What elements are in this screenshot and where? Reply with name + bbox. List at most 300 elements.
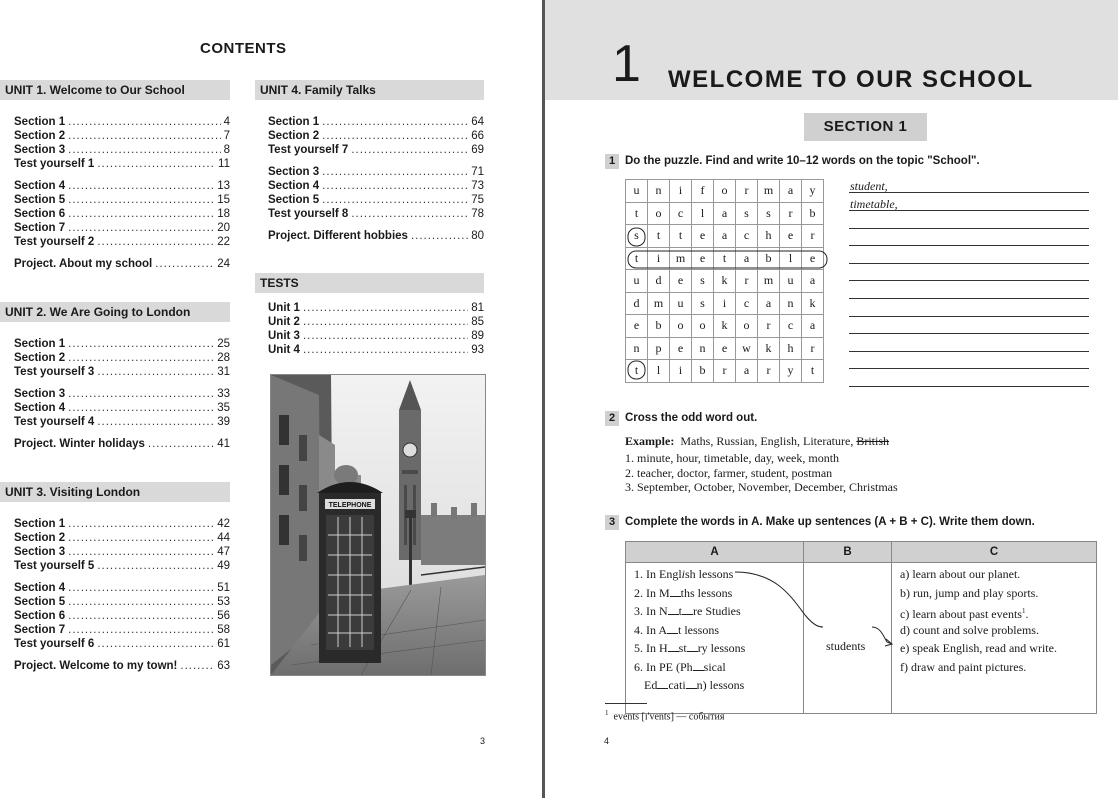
toc-entry[interactable]: [14, 401, 230, 415]
toc-entry[interactable]: [14, 581, 230, 595]
item-text: Ed: [644, 678, 658, 692]
toc-entry[interactable]: [14, 387, 230, 401]
toc-leader-dots: [68, 221, 214, 235]
toc-entry-label: Section 3: [14, 388, 66, 400]
toc-leader-dots: [68, 581, 214, 595]
column-a-item: [626, 676, 803, 695]
toc-entry[interactable]: [14, 193, 230, 207]
puzzle-cell[interactable]: c: [736, 225, 758, 248]
exercise-2-item: 1. minute, hour, timetable, day, week, month: [625, 451, 840, 465]
item-period: .: [1025, 607, 1029, 621]
item-text: st: [678, 641, 687, 655]
column-c-item: [892, 584, 1096, 603]
puzzle-cell[interactable]: t: [714, 247, 736, 270]
left-page-number: 3: [480, 736, 486, 746]
puzzle-cell[interactable]: w: [736, 337, 758, 360]
toc-entry-label: Section 4: [14, 402, 66, 414]
toc-leader-dots: [68, 609, 214, 623]
contents-title: CONTENTS: [200, 40, 287, 57]
chapter-title: WELCOME TO OUR SCHOOL: [668, 66, 1034, 93]
toc-entry-page: 47: [217, 546, 230, 558]
puzzle-cell[interactable]: s: [692, 270, 714, 293]
toc-entry[interactable]: [14, 221, 230, 235]
puzzle-cell[interactable]: r: [758, 315, 780, 338]
puzzle-cell[interactable]: d: [648, 270, 670, 293]
toc-leader-dots: [411, 229, 468, 243]
toc-entry-page: 22: [217, 236, 230, 248]
puzzle-cell[interactable]: o: [648, 202, 670, 225]
puzzle-cell[interactable]: t: [648, 225, 670, 248]
footnote-text: events [ɪ'vents] — события: [613, 711, 725, 723]
toc-entry-page: 61: [217, 638, 230, 650]
puzzle-cell[interactable]: h: [758, 225, 780, 248]
puzzle-cell[interactable]: u: [780, 270, 802, 293]
puzzle-cell[interactable]: e: [626, 315, 648, 338]
toc-entry-label: Section 3: [14, 144, 66, 156]
puzzle-cell[interactable]: p: [648, 337, 670, 360]
puzzle-cell[interactable]: e: [670, 337, 692, 360]
unit-heading: UNIT 4. Family Talks: [255, 80, 484, 100]
puzzle-cell[interactable]: f: [692, 180, 714, 203]
item-text: e) speak English, read and write.: [900, 641, 1057, 655]
toc-entry-label: Test yourself 6: [14, 638, 95, 650]
toc-leader-dots: [303, 343, 468, 357]
toc-entry-page: 42: [217, 518, 230, 530]
answer-line[interactable]: [849, 263, 1089, 264]
toc-entry[interactable]: [268, 315, 484, 329]
toc-entry[interactable]: [14, 659, 230, 673]
puzzle-cell[interactable]: s: [692, 292, 714, 315]
puzzle-cell[interactable]: d: [626, 292, 648, 315]
toc-entry[interactable]: [268, 165, 484, 179]
toc-entry-page: 31: [217, 366, 230, 378]
puzzle-cell[interactable]: e: [714, 337, 736, 360]
item-text: t: [678, 604, 683, 618]
puzzle-cell[interactable]: l: [692, 202, 714, 225]
blank-gap[interactable]: [682, 603, 693, 615]
item-text: 6. In PE (Ph: [634, 659, 693, 674]
toc-leader-dots: [68, 129, 220, 143]
toc-entry-label: Test yourself 8: [268, 208, 349, 220]
answer-line[interactable]: [849, 228, 1089, 229]
column-b-word: students: [826, 639, 866, 653]
puzzle-cell[interactable]: i: [714, 292, 736, 315]
toc-leader-dots: [68, 143, 220, 157]
puzzle-cell[interactable]: o: [736, 315, 758, 338]
answer-line[interactable]: [849, 386, 1089, 387]
toc-entry-page: 49: [217, 560, 230, 572]
puzzle-cell[interactable]: r: [780, 202, 802, 225]
puzzle-cell[interactable]: e: [780, 225, 802, 248]
puzzle-cell[interactable]: u: [670, 292, 692, 315]
exercise-2-instruction: Cross the odd word out.: [625, 412, 758, 424]
puzzle-cell[interactable]: r: [802, 337, 824, 360]
toc-entry[interactable]: [14, 531, 230, 545]
puzzle-cell[interactable]: m: [648, 292, 670, 315]
puzzle-cell[interactable]: s: [736, 202, 758, 225]
answer-line[interactable]: [849, 210, 1089, 211]
puzzle-cell[interactable]: b: [802, 202, 824, 225]
puzzle-cell[interactable]: t: [670, 225, 692, 248]
toc-entry[interactable]: [14, 157, 230, 171]
toc-entry-page: 58: [217, 624, 230, 636]
toc-entry[interactable]: [14, 609, 230, 623]
toc-entry-label: Section 1: [268, 116, 320, 128]
toc-entry-label: Section 3: [14, 546, 66, 558]
puzzle-cell[interactable]: r: [758, 360, 780, 383]
toc-entry[interactable]: [268, 129, 484, 143]
puzzle-cell[interactable]: b: [692, 360, 714, 383]
footnote-rule: [605, 703, 647, 704]
toc-entry-label: Test yourself 7: [268, 144, 349, 156]
puzzle-cell[interactable]: h: [780, 337, 802, 360]
puzzle-cell[interactable]: m: [758, 180, 780, 203]
answer-2: timetable,: [850, 197, 898, 211]
toc-entry-page: 80: [471, 230, 484, 242]
toc-leader-dots: [68, 517, 214, 531]
puzzle-cell[interactable]: k: [714, 270, 736, 293]
toc-entry-page: 63: [217, 660, 230, 672]
answer-1: student,: [850, 179, 888, 193]
toc-entry-page: 56: [217, 610, 230, 622]
exercise-3-number: 3: [605, 515, 619, 530]
toc-entry-page: 20: [217, 222, 230, 234]
toc-entry[interactable]: [14, 257, 230, 271]
toc-entry-label: Project. Winter holidays: [14, 438, 145, 450]
toc-entry-label: Section 1: [14, 518, 66, 530]
toc-leader-dots: [180, 659, 214, 673]
toc-entry-page: 11: [218, 158, 230, 170]
exercise-2-example: [625, 434, 889, 449]
puzzle-cell[interactable]: i: [670, 180, 692, 203]
toc-entry-page: 71: [471, 166, 484, 178]
toc-entry-page: 73: [471, 180, 484, 192]
toc-leader-dots: [351, 143, 468, 157]
toc-entry-label: Unit 3: [268, 330, 300, 342]
answer-line[interactable]: [849, 333, 1089, 334]
puzzle-cell[interactable]: k: [714, 315, 736, 338]
toc-leader-dots: [351, 207, 468, 221]
puzzle-cell[interactable]: i: [670, 360, 692, 383]
toc-leader-dots: [68, 351, 214, 365]
toc-entry[interactable]: [268, 193, 484, 207]
toc-leader-dots: [97, 415, 214, 429]
column-c-item: [892, 602, 1096, 621]
matching-connector-lines: [735, 565, 900, 655]
toc-entry[interactable]: [14, 337, 230, 351]
item-text: cati: [668, 678, 686, 692]
toc-entry[interactable]: [268, 329, 484, 343]
toc-leader-dots: [322, 129, 468, 143]
toc-entry[interactable]: [14, 559, 230, 573]
toc-leader-dots: [68, 545, 214, 559]
toc-entry[interactable]: [14, 415, 230, 429]
item-text: a) learn about our planet.: [900, 567, 1021, 581]
column-c-item: [892, 565, 1096, 584]
puzzle-cell[interactable]: b: [648, 315, 670, 338]
phone-box-sign: TELEPHONE: [328, 502, 372, 509]
toc-entry-label: Section 5: [268, 194, 320, 206]
toc-entry-label: Section 4: [14, 582, 66, 594]
toc-entry-page: 18: [217, 208, 230, 220]
column-c: [892, 563, 1097, 714]
toc-leader-dots: [97, 235, 214, 249]
toc-entry[interactable]: [14, 545, 230, 559]
puzzle-cell[interactable]: o: [692, 315, 714, 338]
blank-gap[interactable]: [668, 640, 679, 652]
toc-entry[interactable]: [268, 343, 484, 357]
puzzle-cell[interactable]: r: [736, 270, 758, 293]
item-text: 3. In N: [634, 604, 668, 618]
toc-entry-page: 7: [223, 130, 230, 142]
item-letter: i: [681, 567, 686, 581]
exercise-1-instruction: Do the puzzle. Find and write 10–12 words on the topic "School".: [625, 155, 980, 167]
answer-line[interactable]: [849, 368, 1089, 369]
exercise-2-number: 2: [605, 411, 619, 426]
puzzle-cell[interactable]: a: [736, 360, 758, 383]
toc-entry[interactable]: [268, 115, 484, 129]
toc-entry-label: Section 1: [14, 338, 66, 350]
toc-leader-dots: [68, 387, 214, 401]
circle-timetable: [628, 251, 827, 268]
toc-entry-label: Test yourself 2: [14, 236, 95, 248]
exercise-2-item: 2. teacher, doctor, farmer, student, postman: [625, 465, 833, 480]
blank-gap[interactable]: [657, 677, 668, 689]
toc-leader-dots: [68, 193, 214, 207]
unit-heading: UNIT 2. We Are Going to London: [0, 302, 230, 322]
puzzle-cell[interactable]: a: [714, 225, 736, 248]
item-text: b) run, jump and play sports.: [900, 585, 1039, 600]
blank-gap[interactable]: [670, 585, 681, 597]
column-c-item: [892, 639, 1096, 658]
puzzle-cell[interactable]: a: [736, 247, 758, 270]
toc-entry[interactable]: [14, 207, 230, 221]
toc-entry-label: Section 6: [14, 208, 66, 220]
exercise-1-number: 1: [605, 154, 619, 169]
puzzle-cell[interactable]: i: [648, 247, 670, 270]
puzzle-cell[interactable]: s: [626, 225, 648, 248]
answer-line[interactable]: [849, 351, 1089, 352]
puzzle-cell[interactable]: k: [758, 337, 780, 360]
toc-entry[interactable]: [14, 115, 230, 129]
puzzle-cell[interactable]: c: [780, 315, 802, 338]
toc-entry[interactable]: [14, 637, 230, 651]
toc-leader-dots: [97, 559, 214, 573]
toc-entry-page: 75: [471, 194, 484, 206]
puzzle-cell[interactable]: k: [802, 292, 824, 315]
puzzle-cell[interactable]: m: [670, 247, 692, 270]
item-text: f) draw and paint pictures.: [900, 659, 1027, 674]
puzzle-cell[interactable]: o: [670, 315, 692, 338]
blank-gap[interactable]: [693, 659, 704, 671]
puzzle-cell[interactable]: s: [758, 202, 780, 225]
puzzle-cell[interactable]: n: [780, 292, 802, 315]
puzzle-circle-marks: [625, 179, 835, 389]
unit-heading: TESTS: [255, 273, 484, 293]
item-text: d) count and solve problems.: [900, 622, 1039, 637]
london-phone-box-photo: [270, 374, 486, 676]
blank-gap[interactable]: [686, 677, 697, 689]
puzzle-cell[interactable]: e: [670, 270, 692, 293]
blank-gap[interactable]: [668, 603, 679, 615]
puzzle-cell[interactable]: n: [626, 337, 648, 360]
toc-leader-dots: [68, 207, 214, 221]
answer-line[interactable]: [849, 245, 1089, 246]
puzzle-cell[interactable]: e: [692, 247, 714, 270]
puzzle-cell[interactable]: a: [802, 315, 824, 338]
circle-student: [628, 228, 645, 246]
puzzle-cell[interactable]: y: [802, 180, 824, 203]
puzzle-cell[interactable]: o: [714, 180, 736, 203]
toc-entry-label: Unit 4: [268, 344, 300, 356]
toc-entry-page: 25: [217, 338, 230, 350]
puzzle-cell[interactable]: n: [692, 337, 714, 360]
toc-entry-page: 24: [217, 258, 230, 270]
toc-entry[interactable]: [14, 437, 230, 451]
toc-leader-dots: [303, 329, 468, 343]
toc-entry-label: Section 2: [14, 352, 66, 364]
item-text: sh lessons: [685, 567, 734, 581]
answer-line[interactable]: [849, 192, 1089, 193]
toc-entry-page: 15: [217, 194, 230, 206]
item-text: ths lessons: [680, 585, 733, 600]
puzzle-cell[interactable]: a: [780, 180, 802, 203]
toc-leader-dots: [68, 623, 214, 637]
puzzle-cell[interactable]: e: [802, 247, 824, 270]
toc-entry-page: 39: [217, 416, 230, 428]
item-text: n) lessons: [696, 678, 745, 692]
puzzle-cell[interactable]: c: [670, 202, 692, 225]
puzzle-cell[interactable]: a: [714, 202, 736, 225]
toc-entry-page: 69: [471, 144, 484, 156]
toc-leader-dots: [322, 179, 468, 193]
toc-entry[interactable]: [268, 143, 484, 157]
puzzle-cell[interactable]: r: [736, 180, 758, 203]
puzzle-cell[interactable]: t: [802, 360, 824, 383]
toc-entry-page: 8: [223, 144, 230, 156]
puzzle-cell[interactable]: u: [626, 180, 648, 203]
toc-entry-page: 78: [471, 208, 484, 220]
puzzle-cell[interactable]: t: [626, 360, 648, 383]
toc-entry-page: 4: [223, 116, 230, 128]
footnote: [605, 709, 724, 722]
toc-entry-page: 44: [217, 532, 230, 544]
puzzle-cell[interactable]: u: [626, 270, 648, 293]
toc-entry-label: Section 3: [268, 166, 320, 178]
column-header-a: A: [626, 542, 804, 563]
puzzle-cell[interactable]: l: [648, 360, 670, 383]
toc-leader-dots: [322, 115, 468, 129]
blank-gap[interactable]: [667, 622, 678, 634]
toc-leader-dots: [97, 365, 214, 379]
puzzle-cell[interactable]: t: [626, 247, 648, 270]
toc-entry-label: Test yourself 1: [14, 158, 95, 170]
toc-entry[interactable]: [268, 179, 484, 193]
exercise-3-instruction: Complete the words in A. Make up sentences (A + B + C). Write them down.: [625, 516, 1035, 528]
toc-entry[interactable]: [14, 179, 230, 193]
puzzle-cell[interactable]: l: [780, 247, 802, 270]
toc-entry-label: Project. Welcome to my town!: [14, 660, 178, 672]
toc-entry-page: 53: [217, 596, 230, 608]
toc-entry-label: Unit 2: [268, 316, 300, 328]
toc-entry-label: Section 2: [14, 532, 66, 544]
toc-entry-label: Project. About my school: [14, 258, 153, 270]
toc-entry-page: 85: [471, 316, 484, 328]
toc-entry-label: Section 7: [14, 222, 66, 234]
toc-entry-page: 28: [217, 352, 230, 364]
toc-entry-label: Section 6: [14, 610, 66, 622]
toc-entry-label: Section 4: [268, 180, 320, 192]
toc-entry-page: 41: [217, 438, 230, 450]
toc-leader-dots: [68, 115, 220, 129]
puzzle-cell[interactable]: m: [758, 270, 780, 293]
answer-line[interactable]: [849, 298, 1089, 299]
toc-entry-label: Section 5: [14, 596, 66, 608]
toc-entry[interactable]: [14, 235, 230, 249]
toc-leader-dots: [68, 179, 214, 193]
item-text: 1. In Engl: [634, 567, 682, 581]
item-text: sical: [703, 659, 726, 674]
puzzle-cell[interactable]: c: [736, 292, 758, 315]
blank-gap[interactable]: [687, 640, 698, 652]
exercise-2-item: 3. September, October, November, December, Christmas: [625, 480, 898, 494]
column-c-item: [892, 621, 1096, 640]
toc-entry[interactable]: [268, 301, 484, 315]
puzzle-cell[interactable]: t: [626, 202, 648, 225]
toc-entry-label: Section 5: [14, 194, 66, 206]
toc-entry-label: Project. Different hobbies: [268, 230, 408, 242]
column-c-item: [892, 658, 1096, 677]
puzzle-cell[interactable]: a: [758, 292, 780, 315]
toc-leader-dots: [303, 301, 468, 315]
section-badge: SECTION 1: [804, 113, 927, 141]
toc-entry[interactable]: [14, 143, 230, 157]
exercise-2-items: [625, 451, 898, 495]
toc-entry[interactable]: [14, 623, 230, 637]
toc-leader-dots: [97, 637, 214, 651]
chapter-number: 1: [612, 35, 641, 93]
puzzle-cell[interactable]: y: [780, 360, 802, 383]
answer-line[interactable]: [849, 280, 1089, 281]
toc-entry[interactable]: [14, 517, 230, 531]
toc-leader-dots: [68, 595, 214, 609]
column-header-c: C: [892, 542, 1097, 563]
toc-leader-dots: [303, 315, 468, 329]
unit-heading: UNIT 1. Welcome to Our School: [0, 80, 230, 100]
toc-leader-dots: [68, 401, 214, 415]
example-crossed-word: British: [856, 434, 889, 448]
puzzle-cell[interactable]: r: [714, 360, 736, 383]
toc-entry-label: Test yourself 3: [14, 366, 95, 378]
toc-entry[interactable]: [14, 365, 230, 379]
toc-leader-dots: [322, 165, 468, 179]
toc-leader-dots: [68, 337, 214, 351]
puzzle-cell[interactable]: b: [758, 247, 780, 270]
puzzle-cell[interactable]: r: [802, 225, 824, 248]
puzzle-cell[interactable]: a: [802, 270, 824, 293]
toc-entry[interactable]: [14, 351, 230, 365]
toc-entry[interactable]: [14, 129, 230, 143]
toc-entry[interactable]: [14, 595, 230, 609]
toc-entry-label: Section 1: [14, 116, 66, 128]
toc-entry-label: Section 2: [14, 130, 66, 142]
answer-line[interactable]: [849, 316, 1089, 317]
toc-entry-label: Section 2: [268, 130, 320, 142]
puzzle-cell[interactable]: e: [692, 225, 714, 248]
toc-entry[interactable]: [268, 207, 484, 221]
toc-entry[interactable]: [268, 229, 484, 243]
puzzle-cell[interactable]: n: [648, 180, 670, 203]
